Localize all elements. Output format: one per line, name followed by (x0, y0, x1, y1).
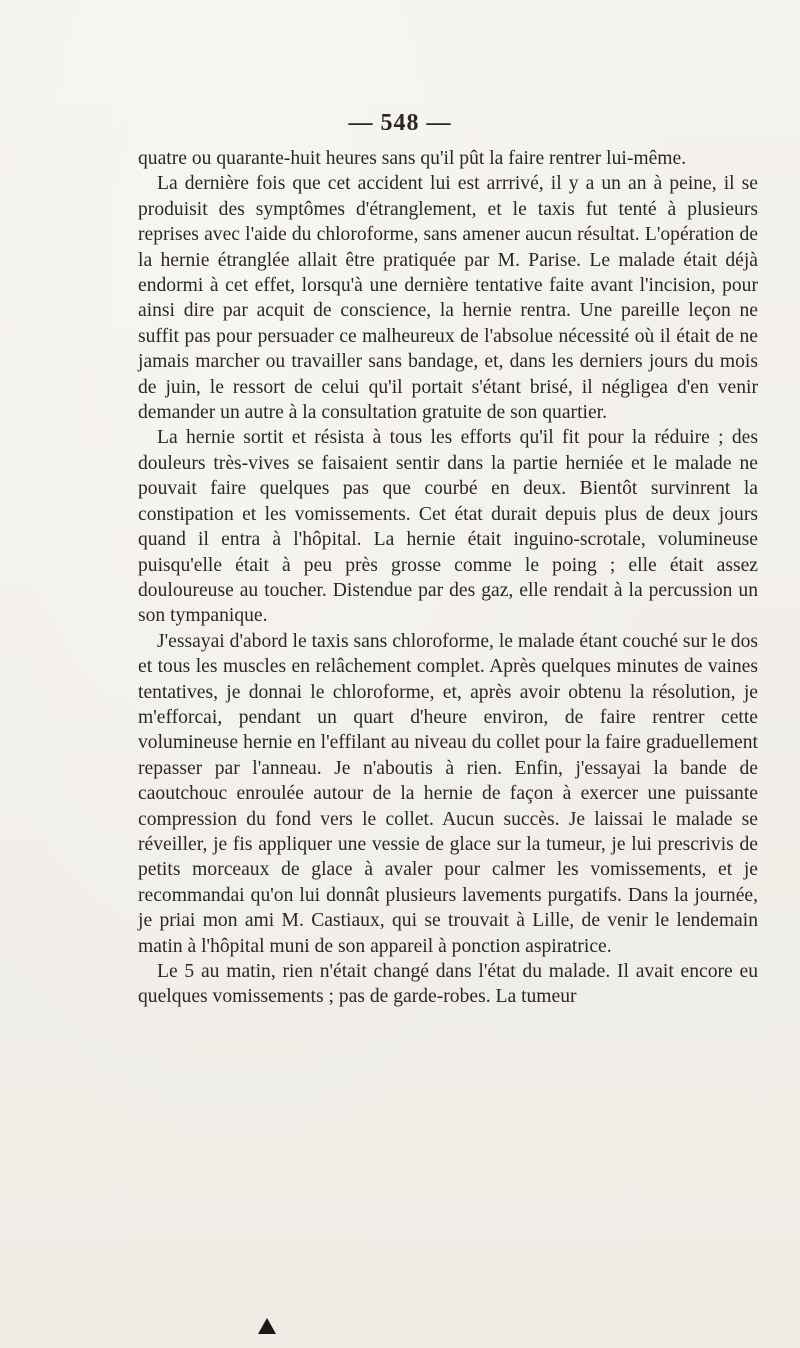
body-text (138, 146, 758, 1010)
printer-mark-icon (258, 1318, 276, 1334)
paragraph-taxis-attempt: J'essayai d'abord le taxis sans chloroforme, le malade étant couché sur le dos et tous les muscles en relâchement complet. Après quelques minutes de vaines tentatives, je donnai le chloroforme, et, après avoir obtenu la résolution, je m'efforcai, pendant un quart d'heure environ, de faire rentrer cette volumineuse hernie en l'effilant au niveau du collet pour la faire graduellement repasser par l'anneau. Je n'aboutis à rien. Enfin, j'essayai la bande de caoutchouc enroulée autour de la hernie de façon à exercer une puissante compression du fond vers le collet. Aucun succès. Je laissai le malade se réveiller, je fis appliquer une vessie de glace sur la tumeur, je lui prescrivis de petits morceaux de glace à avaler pour calmer les vomissements, et je recommandai qu'on lui donnât plusieurs lavements purgatifs. Dans la journée, je priai mon ami M. Castiaux, qui se trouvait à Lille, de venir le lendemain matin à l'hôpital muni de son appareil à ponction aspiratrice. (138, 630, 758, 957)
page-number: — 548 — (348, 110, 452, 136)
paragraph-continuation: quatre ou quarante-huit heures sans qu'il pût la faire rentrer lui-même. (138, 148, 687, 169)
paragraph-strangulation-history: La dernière fois que cet accident lui est arrrivé, il y a un an à peine, il se produisit des symptômes d'étranglement, et le taxis fut tenté à plusieurs reprises avec l'aide du chloroforme, sans amener aucun résultat. L'opération de la hernie étranglée allait être pratiquée par M. Parise. Le malade était déjà endormi à cet effet, lorsqu'à une dernière tentative faite avant l'incision, pour ainsi dire par acquit de conscience, la hernie rentra. Une pareille leçon ne suffit pas pour persuader ce malheureux de l'absolue nécessité où il était de ne jamais marcher ou travailler sans bandage, et, dans les derniers jours du mois de juin, le ressort de celui qu'il portait s'étant brisé, il négligea d'en venir demander un autre à la consultation gratuite de son quartier. (138, 173, 758, 424)
paragraph-hernia-symptoms: La hernie sortit et résista à tous les efforts qu'il fit pour la réduire ; des douleurs très-vives se faisaient sentir dans la partie herniée et le malade ne pouvait faire quelques pas que courbé en deux. Bientôt survinrent la constipation et les vomissements. Cet état durait depuis plus de deux jours quand il entra à l'hôpital. La hernie était inguino-scrotale, volumineuse puisqu'elle était à peu près grosse comme le poing ; elle était assez douloureuse au toucher. Distendue par des gaz, elle rendait à la percussion un son tympanique. (138, 427, 758, 627)
paragraph-next-morning: Le 5 au matin, rien n'était changé dans l'état du malade. Il avait encore eu quelques vomissements ; pas de garde-robes. La tumeur (138, 961, 758, 1008)
